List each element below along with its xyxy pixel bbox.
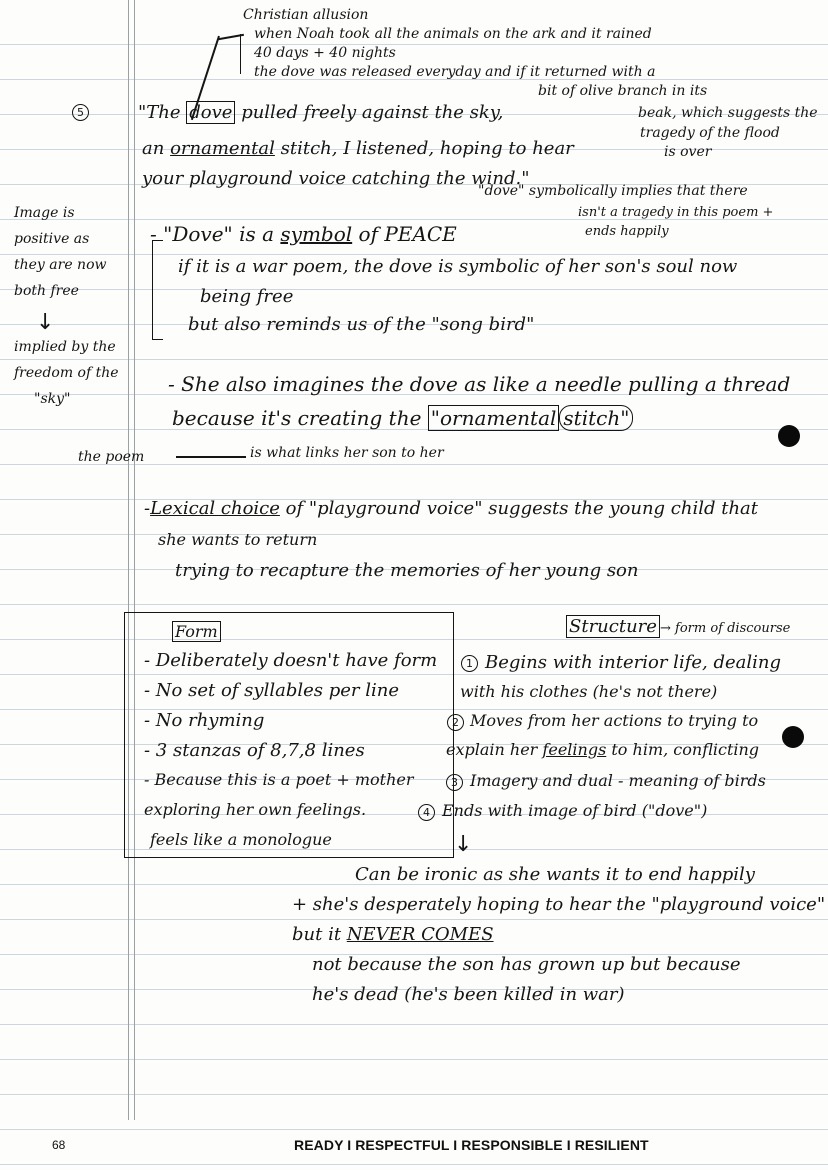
quote-number: 5 bbox=[72, 104, 89, 121]
quote-line-2-post: stitch, I listened, hoping to hear bbox=[280, 138, 574, 159]
dove-symbol-post: of PEACE bbox=[358, 222, 457, 246]
lexical-line-1 bbox=[144, 500, 758, 518]
form-item-7: feels like a monologue bbox=[150, 830, 332, 849]
right-note-line-1: beak, which suggests the bbox=[638, 105, 818, 121]
structure-title-note: → form of discourse bbox=[660, 621, 791, 636]
structure-point-3-number: 3 bbox=[446, 774, 463, 791]
dove-symbol-line bbox=[150, 224, 457, 244]
binder-hole-top bbox=[778, 425, 800, 447]
margin-note-arrow: ↓ bbox=[36, 310, 55, 335]
margin-note-line-6: freedom of the bbox=[14, 365, 119, 381]
structure-point-2b-pre: explain her bbox=[446, 740, 538, 759]
structure-point-2b-feelings: feelings bbox=[542, 740, 607, 759]
quote-line-1-pre: "The bbox=[138, 102, 181, 123]
margin-note-line-1: Image is bbox=[14, 205, 75, 221]
structure-point-4: Ends with image of bird ("dove") bbox=[442, 801, 708, 820]
lexical-line-1-post: of "playground voice" suggests the young child that bbox=[285, 498, 759, 519]
allusion-line-3: the dove was released everyday and if it returned with a bbox=[254, 64, 656, 80]
ending-line-3 bbox=[292, 926, 494, 944]
form-item-2: - No set of syllables per line bbox=[144, 680, 399, 701]
structure-point-1-number: 1 bbox=[461, 655, 478, 672]
quote-line-1-post: pulled freely against the sky, bbox=[241, 102, 504, 123]
margin-note-line-3: they are now bbox=[14, 257, 107, 273]
dove-symbol-bracket bbox=[152, 240, 163, 340]
structure-point-2a: Moves from her actions to trying to bbox=[470, 711, 759, 730]
needle-word-ornamental: "ornamental bbox=[428, 405, 560, 431]
structure-point-3: Imagery and dual - meaning of birds bbox=[470, 771, 766, 790]
allusion-line-2: 40 days + 40 nights bbox=[254, 45, 396, 61]
lexical-line-3: trying to recapture the memories of her young son bbox=[175, 560, 639, 581]
quote-line-3: your playground voice catching the wind." bbox=[142, 168, 530, 189]
form-item-6: exploring her own feelings. bbox=[144, 800, 367, 819]
margin-note-line-7: "sky" bbox=[34, 391, 71, 407]
quote-word-dove: dove bbox=[186, 101, 235, 124]
footer-motto: READY I RESPECTFUL I RESPONSIBLE I RESILIENT bbox=[294, 1137, 649, 1153]
form-title: Form bbox=[172, 624, 221, 640]
allusion-title: Christian allusion bbox=[243, 7, 369, 23]
lexical-dash: - bbox=[144, 498, 151, 519]
structure-point-2-number: 2 bbox=[447, 714, 464, 731]
right-note-line-4: "dove" symbolically implies that there bbox=[478, 183, 748, 199]
allusion-line-4: bit of olive branch in its bbox=[538, 83, 708, 99]
form-item-4: - 3 stanzas of 8,7,8 lines bbox=[144, 740, 365, 761]
margin-line-right bbox=[134, 0, 135, 1120]
margin-note-line-2: positive as bbox=[14, 231, 90, 247]
structure-point-1b: with his clothes (he's not there) bbox=[460, 682, 718, 701]
ending-never-comes: NEVER COMES bbox=[346, 924, 494, 945]
dove-symbol-word: symbol bbox=[280, 222, 353, 246]
dove-symbol-sub-1: if it is a war poem, the dove is symbolic of her son's soul now bbox=[178, 256, 738, 277]
quote-line-1 bbox=[138, 104, 503, 122]
allusion-bracket bbox=[240, 34, 253, 74]
needle-line-2-pre: because it's creating the bbox=[172, 406, 422, 430]
dove-symbol-pre: - "Dove" is a bbox=[150, 222, 275, 246]
ending-line-5: he's dead (he's been killed in war) bbox=[312, 984, 625, 1005]
dove-symbol-sub-1b: being free bbox=[200, 286, 294, 307]
structure-arrow: ↓ bbox=[454, 832, 473, 857]
ending-line-2: + she's desperately hoping to hear the "playground voice" bbox=[292, 894, 826, 915]
ending-line-4: not because the son has grown up but because bbox=[312, 954, 741, 975]
quote-line-2 bbox=[142, 140, 574, 158]
lexical-choice: Lexical choice bbox=[150, 498, 280, 519]
needle-line-3: is what links her son to her bbox=[250, 445, 444, 461]
structure-title: Structure bbox=[566, 618, 660, 636]
form-item-1: - Deliberately doesn't have form bbox=[144, 650, 438, 671]
dove-symbol-sub-2: but also reminds us of the "song bird" bbox=[188, 314, 535, 335]
needle-connector bbox=[176, 456, 246, 458]
needle-word-stitch: stitch" bbox=[559, 405, 633, 431]
quote-line-2-pre: an bbox=[142, 138, 165, 159]
needle-line-2 bbox=[172, 408, 633, 428]
allusion-line-1: when Noah took all the animals on the ark and it rained bbox=[254, 26, 652, 42]
quote-word-ornamental: ornamental bbox=[170, 138, 275, 159]
right-note-line-2: tragedy of the flood bbox=[640, 125, 780, 141]
right-note-line-6: ends happily bbox=[585, 224, 669, 239]
form-item-5: - Because this is a poet + mother bbox=[144, 770, 414, 789]
lexical-line-2: she wants to return bbox=[158, 530, 318, 549]
page-number: 68 bbox=[52, 1138, 66, 1152]
right-note-line-3: is over bbox=[664, 144, 712, 160]
binder-hole-bottom bbox=[782, 726, 804, 748]
ending-line-1: Can be ironic as she wants it to end happily bbox=[355, 864, 755, 885]
needle-line-1: - She also imagines the dove as like a needle pulling a thread bbox=[168, 372, 791, 396]
structure-point-1a: Begins with interior life, dealing bbox=[485, 652, 781, 673]
structure-point-2b-post: to him, conflicting bbox=[611, 740, 760, 759]
structure-point-2b bbox=[446, 742, 759, 758]
margin-note-line-5: implied by the bbox=[14, 339, 116, 355]
form-box bbox=[124, 612, 454, 858]
structure-point-4-number: 4 bbox=[418, 804, 435, 821]
ending-line-3-pre: but it bbox=[292, 924, 342, 945]
needle-label-poem: the poem bbox=[78, 449, 145, 465]
margin-note-line-4: both free bbox=[14, 283, 79, 299]
right-note-line-5: isn't a tragedy in this poem + bbox=[578, 205, 774, 220]
margin-line-left bbox=[128, 0, 129, 1120]
form-item-3: - No rhyming bbox=[144, 710, 265, 731]
